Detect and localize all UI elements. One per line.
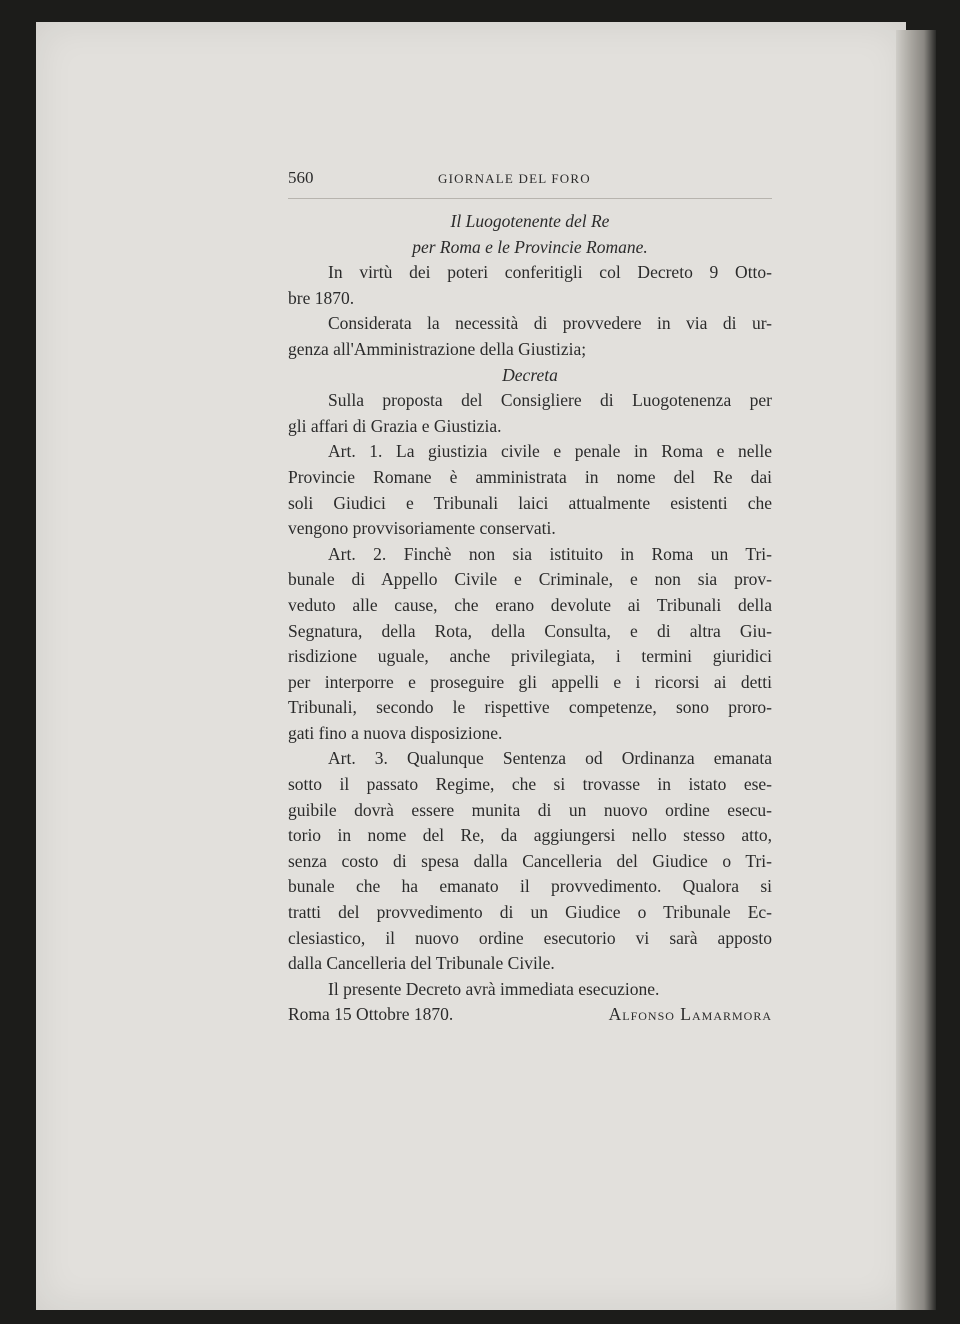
text-line: In virtù dei poteri conferitigli col Decreto 9 Otto- [328,262,772,283]
journal-title: GIORNALE DEL FORO [438,171,591,186]
article-1-line: Provincie Romane è amministrata in nome del Re dai [288,466,772,487]
article-3-line: tratti del provvedimento di un Giudice o Tribunale Ec- [288,902,772,923]
signature-line [288,1002,772,1028]
place-date: Roma 15 Ottobre 1870. [288,1004,454,1025]
running-head [288,168,772,199]
page-edge-shadow [896,30,936,1310]
article-3-line: Art. 3. Qualunque Sentenza od Ordinanza emanata [328,748,772,769]
article-2-line: veduto alle cause, che erano devolute ai Tribunali della [288,594,772,615]
page-number: 560 [288,168,314,187]
article-2-line: bunale di Appello Civile e Criminale, e non sia prov- [288,569,772,590]
text-line: bre 1870. [288,287,355,308]
authority-line-2: per Roma e le Provincie Romane. [412,236,648,257]
page-text-block [288,168,772,1028]
article-3-line: dalla Cancelleria del Tribunale Civile. [288,953,555,974]
text-line: Considerata la necessità di provvedere in via di ur- [328,313,772,334]
article-3-line: sotto il passato Regime, che si trovasse in istato ese- [288,774,772,795]
article-2-line: Art. 2. Finchè non sia istituito in Roma un Tri- [328,543,772,564]
article-3-line: bunale che ha emanato il provvedimento. Qualora si [288,876,772,897]
authority-line-1: Il Luogotenente del Re [450,211,610,231]
text-line: Sulla proposta del Consigliere di Luogotenenza per [328,390,772,411]
article-1-line: vengono provvisoriamente conservati. [288,518,556,539]
article-1-line: Art. 1. La giustizia civile e penale in Roma e nelle [328,441,772,462]
article-2-line: Tribunali, secondo le rispettive competenze, sono proro- [288,697,772,718]
article-3-line: clesiastico, il nuovo ordine esecutorio vi sarà apposto [288,927,772,948]
text-line: gli affari di Grazia e Giustizia. [288,415,502,436]
text-line: genza all'Amministrazione della Giustizia; [288,338,587,359]
article-3-line: guibile dovrà essere munita di un nuovo ordine esecu- [288,799,772,820]
article-2-line: gati fino a nuova disposizione. [288,722,503,743]
article-3-line: torio in nome del Re, da aggiungersi nello stesso atto, [288,825,772,846]
closing-line: Il presente Decreto avrà immediata esecuzione. [328,978,660,999]
article-2-line: risdizione uguale, anche privilegiata, i termini giuridici [288,646,772,667]
article-2-line: Segnatura, della Rota, della Consulta, e di altra Giu- [288,620,772,641]
article-3-line: senza costo di spesa dalla Cancelleria del Giudice o Tri- [288,850,772,871]
signatory: Alfonso Lamarmora [608,1004,772,1025]
decree-heading: Decreta [502,364,558,385]
article-1-line: soli Giudici e Tribunali laici attualmente esistenti che [288,492,772,513]
article-2-line: per interporre e proseguire gli appelli e i ricorsi ai detti [288,671,772,692]
